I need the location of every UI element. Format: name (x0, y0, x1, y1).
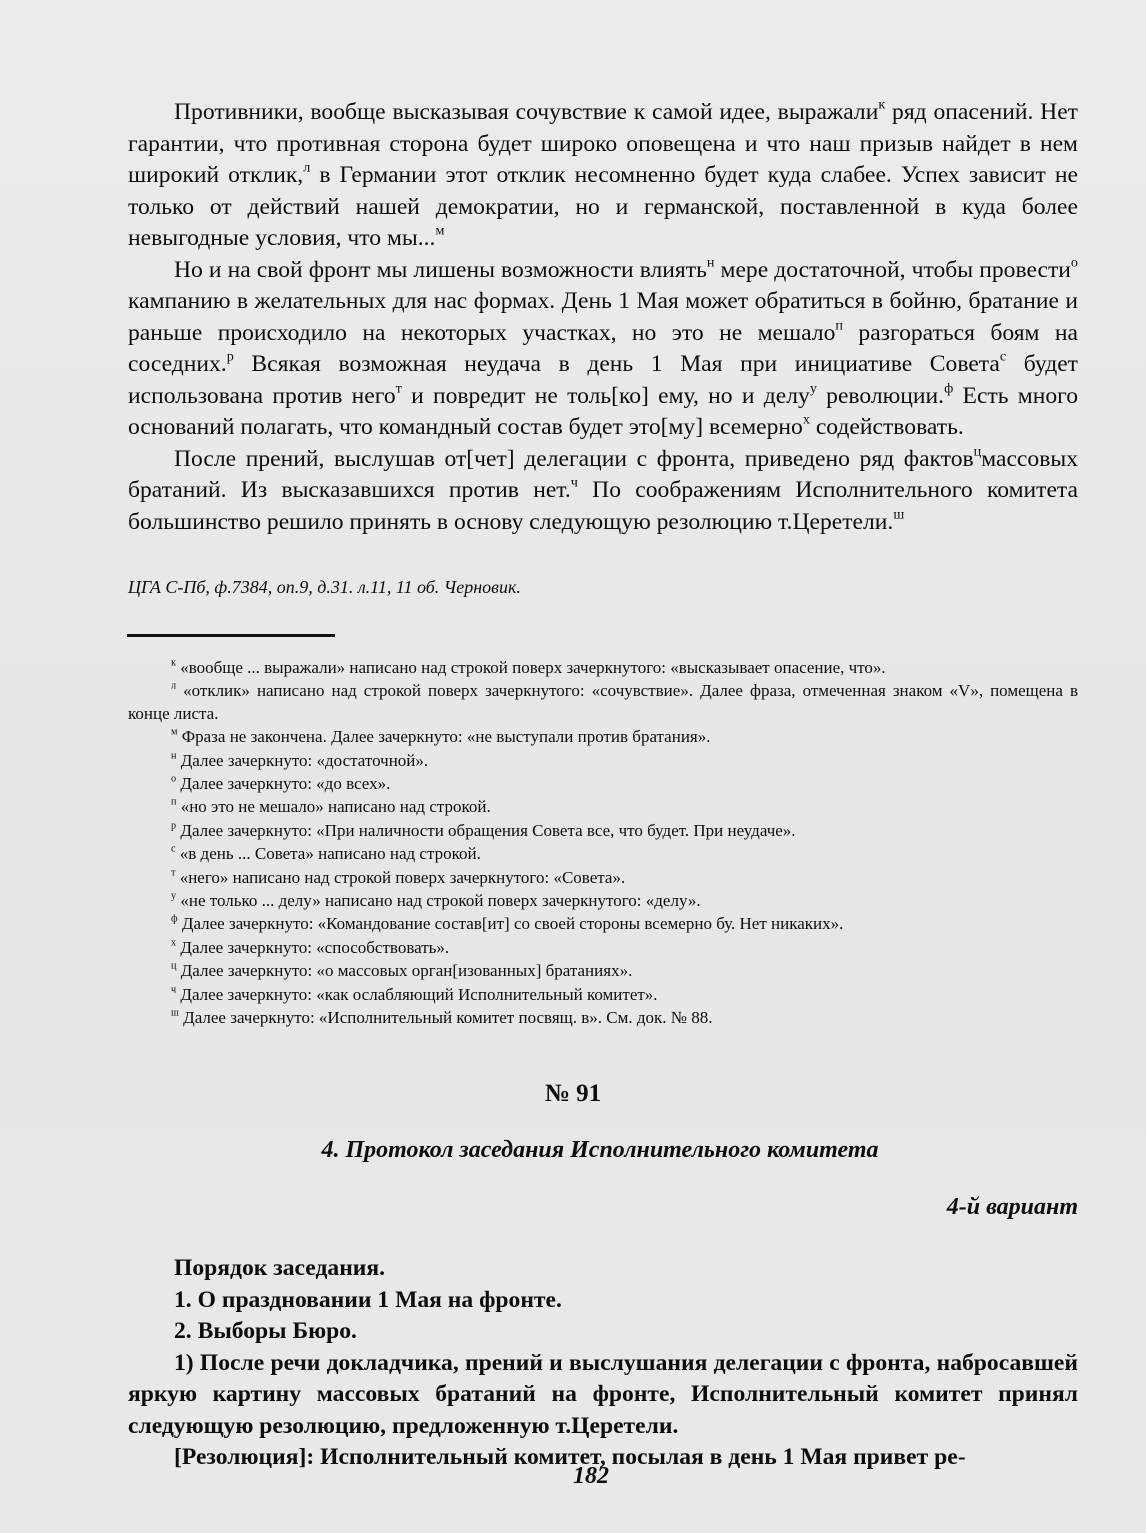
session-agenda (128, 1253, 1078, 1474)
footnote-ref-l[interactable]: л (303, 159, 311, 176)
footnote-mark: к (171, 657, 176, 669)
footnote-ref-sh[interactable]: ш (893, 505, 905, 522)
footnote: $^н$ Далее зачеркнуто: «достаточной». (171, 749, 429, 770)
footnote: $^л$ «отклик» написано над строкой поверх зачеркнутого: «сочувствие». Далее фраза, отмеченная знаком «V», помещена в конце листа. (128, 680, 1078, 723)
footnote-mark: х (171, 937, 177, 949)
document-number: № 91 (544, 1080, 602, 1107)
document-variant: 4-й вариант (946, 1194, 1078, 1220)
footnote: $^ц$ Далее зачеркнуто: «о массовых орган[изованных] братаниях». (171, 960, 633, 981)
footnote: $^ш$ Далее зачеркнуто: «Исполнительный комитет посвящ. в». См. док. № 88. (171, 1007, 713, 1028)
footnote-ref-o[interactable]: о (1070, 253, 1078, 270)
footnote-mark: ш (171, 1007, 179, 1019)
resolution-text: [Резолюция]: Исполнительный комитет, посылая в день 1 Мая привет ре- (174, 1444, 966, 1470)
footnote-ref-r[interactable]: р (226, 348, 234, 365)
footnote-ref-kh[interactable]: х (802, 411, 810, 428)
footnote-divider (127, 634, 335, 637)
footnote-mark: т (171, 867, 176, 879)
footnote-mark: у (171, 890, 177, 902)
footnote-ref-k[interactable]: к (878, 96, 886, 113)
agenda-item: 1. О праздновании 1 Мая на фронте. (174, 1286, 562, 1313)
archive-source: ЦГА С-Пб, ф.7384, оп.9, д.31. л.11, 11 об. Черновик. (128, 577, 521, 597)
footnote: $^р$ Далее зачеркнуто: «При наличности обращения Совета все, что будет. При неудаче». (171, 820, 796, 840)
footnote-mark: с (171, 843, 176, 855)
footnote-mark: п (171, 796, 177, 808)
footnote: $^х$ Далее зачеркнуто: «способствовать». (171, 937, 450, 957)
footnotes (128, 657, 1078, 1031)
footnote-mark: ф (171, 913, 178, 925)
footnote-ref-ts[interactable]: ц (973, 442, 982, 459)
footnote-ref-m[interactable]: м (435, 222, 445, 239)
footnote-ref-f[interactable]: ф (944, 379, 954, 396)
footnote-ref-t[interactable]: т (395, 379, 402, 396)
footnote-mark: ч (171, 984, 177, 996)
resolution-intro: 1) После речи докладчика, прений и выслушания делегации с фронта, набросавшей яркую картину массовых братаний на фронте, Исполнительный комитет принял следующую резолюцию, предложенную т.Церетели. (128, 1349, 1078, 1439)
page-number: 182 (573, 1463, 609, 1489)
footnote-mark: о (171, 773, 177, 785)
footnote: $^т$ «него» написано над строкой поверх зачеркнутого: «Совета». (171, 867, 626, 887)
footnote-ref-s[interactable]: с (999, 348, 1007, 365)
footnote: $^ф$ Далее зачеркнуто: «Командование состав[ит] со своей стороны всемерно бу. Нет никаких». (171, 913, 844, 934)
paragraph-opponents: Противники, вообще высказывая сочувствие к самой идее, выражали$^к$ ряд опасений. Нет гарантии, что противная сторона будет широко оповещена и что наш призыв найдет в нем широкий отклик,$^л$ в Германии этот отклик несомненно будет куда слабее. Успех зависит не только от действий нашей демократии, но и германской, поставленной в куда более невыгодные условия, что мы...$^м$ (128, 96, 1079, 251)
footnote-ref-p[interactable]: п (835, 316, 843, 333)
footnote-mark: м (171, 726, 178, 738)
footnote-mark: н (171, 749, 177, 761)
footnote-ref-ch[interactable]: ч (570, 474, 578, 491)
footnote-mark: л (171, 680, 177, 692)
paragraph-debate: После прений, выслушав от[чет] делегации с фронта, приведено ряд фактов$^ц$массовых братаний. Из высказавшихся против нет.$^ч$ По соображениям Исполнительного комитета большинство решило принять в основу следующую резолюцию т.Церетели.$^ш$ (128, 442, 1078, 535)
footnote: $^п$ «но это не мешало» написано над строкой. (171, 796, 491, 817)
footnote: $^с$ «в день ... Совета» написано над строкой. (171, 843, 481, 864)
footnote: $^о$ Далее зачеркнуто: «до всех». (171, 773, 391, 794)
footnote: $^ч$ Далее зачеркнуто: «как ослабляющий Исполнительный комитет». (171, 984, 658, 1004)
footnote-mark: ц (171, 960, 177, 972)
footnote: $^м$ Фраза не закончена. Далее зачеркнуто: «не выступали против братания». (171, 726, 711, 747)
footnote: $^к$ «вообще ... выражали» написано над строкой поверх зачеркнутого: «высказывает опасение, что». (171, 657, 886, 677)
agenda-item: 2. Выборы Бюро. (174, 1318, 357, 1344)
document-title: 4. Протокол заседания Исполнительного комитета (321, 1137, 879, 1163)
footnote: $^у$ «не только ... делу» написано над строкой поверх зачеркнутого: «делу». (171, 890, 701, 911)
footnote-ref-n[interactable]: н (706, 253, 715, 270)
main-text (128, 97, 1078, 538)
footnote-mark: р (171, 820, 177, 832)
agenda-heading: Порядок заседания. (174, 1255, 386, 1281)
paragraph-front: Но и на свой фронт мы лишены возможности влиять$^н$ мере достаточной, чтобы провести$^о$ кампанию в желательных для нас формах. День 1 Мая может обратиться в бойню, братание и раньше происходило на некоторых участках, но это не мешало$^п$ разгораться боям на соседних.$^р$ Всякая возможная неудача в день 1 Мая при инициативе Совета$^с$ будет использована против него$^т$ и повредит не толь[ко] ему, но и делу$^у$ революции.$^ф$ Есть много оснований полагать, что командный состав будет это[му] всемерно$^х$ содействовать. (128, 253, 1079, 440)
footnote-ref-u[interactable]: у (809, 379, 817, 396)
